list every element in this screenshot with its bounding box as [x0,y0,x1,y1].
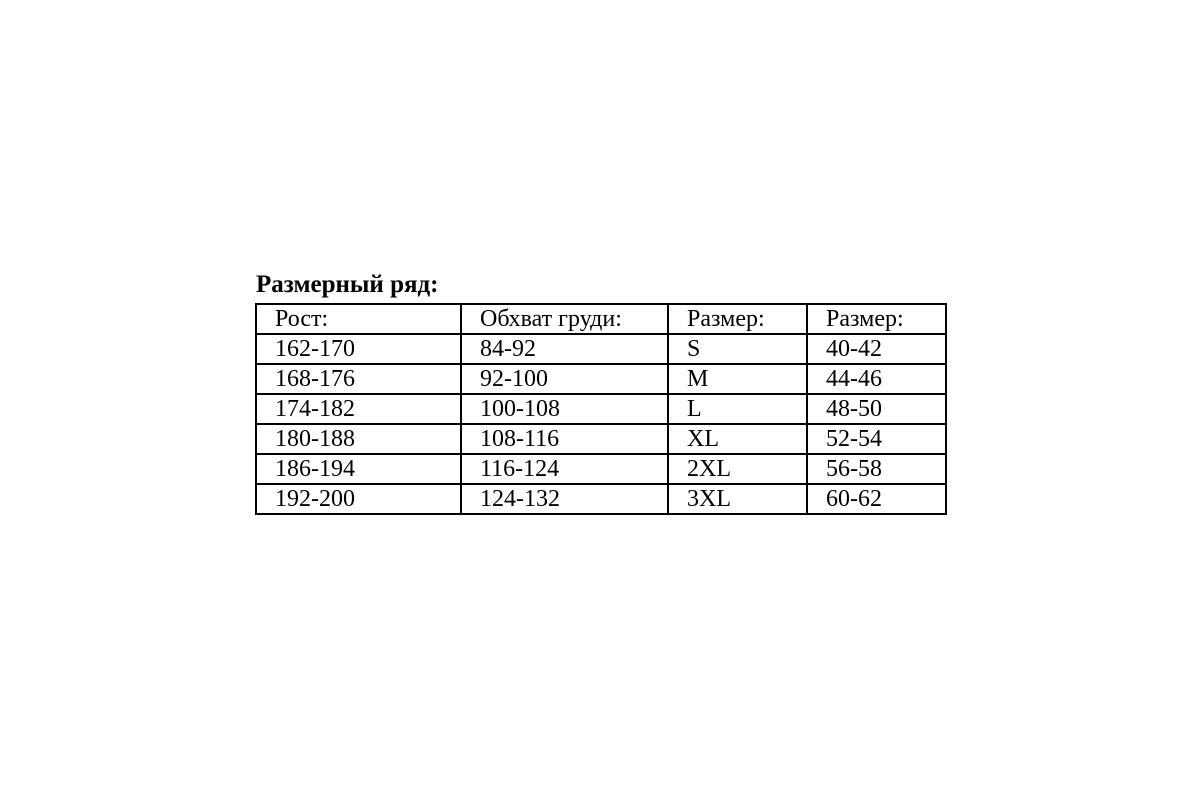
header-cell-height: Рост: [256,304,461,334]
cell-size-number: 48-50 [807,394,946,424]
cell-size-letter: L [668,394,807,424]
cell-height: 168-176 [256,364,461,394]
header-cell-size-letter: Размер: [668,304,807,334]
table-row [256,334,946,364]
header-cell-chest: Обхват груди: [461,304,668,334]
cell-chest: 100-108 [461,394,668,424]
cell-chest: 84-92 [461,334,668,364]
table-row [256,394,946,424]
size-chart [255,270,955,515]
table-row [256,454,946,484]
cell-height: 162-170 [256,334,461,364]
size-chart-title: Размерный ряд: [256,271,439,298]
cell-chest: 124-132 [461,484,668,514]
cell-size-number: 56-58 [807,454,946,484]
table-header-row [256,304,946,334]
table-row [256,484,946,514]
cell-size-number: 52-54 [807,424,946,454]
cell-size-number: 44-46 [807,364,946,394]
table-row [256,424,946,454]
header-cell-size-number: Размер: [807,304,946,334]
cell-height: 186-194 [256,454,461,484]
cell-chest: 116-124 [461,454,668,484]
cell-size-letter: S [668,334,807,364]
cell-size-number: 60-62 [807,484,946,514]
cell-size-letter: 3XL [668,484,807,514]
table-row [256,364,946,394]
size-table [255,303,947,515]
cell-size-letter: XL [668,424,807,454]
cell-size-number: 40-42 [807,334,946,364]
cell-height: 192-200 [256,484,461,514]
cell-chest: 92-100 [461,364,668,394]
cell-size-letter: M [668,364,807,394]
cell-height: 180-188 [256,424,461,454]
cell-size-letter: 2XL [668,454,807,484]
cell-chest: 108-116 [461,424,668,454]
cell-height: 174-182 [256,394,461,424]
